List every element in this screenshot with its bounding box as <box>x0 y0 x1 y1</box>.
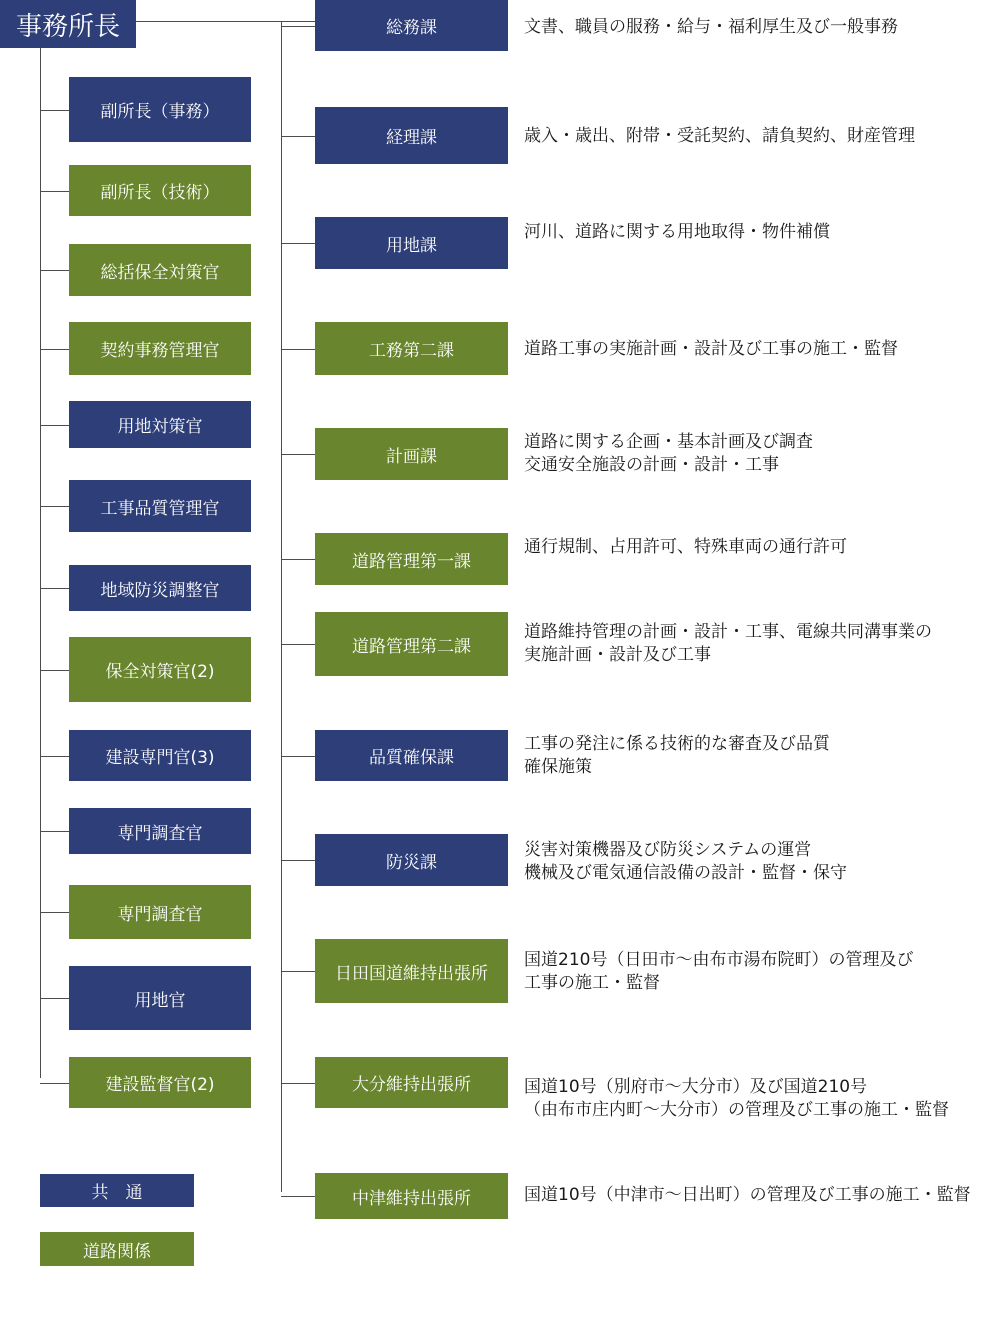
branch-line <box>40 506 69 507</box>
branch-line <box>281 349 315 350</box>
section-label: 品質確保課 <box>369 748 454 768</box>
staff-trunk-line <box>40 47 41 1078</box>
legend-common <box>40 1174 194 1207</box>
section-box <box>315 428 508 480</box>
section-box <box>315 0 508 51</box>
staff-box <box>69 165 251 216</box>
section-label: 工務第二課 <box>369 341 454 361</box>
staff-label: 建設監督官(2) <box>105 1075 215 1095</box>
section-label: 中津維持出張所 <box>352 1188 471 1209</box>
section-description <box>524 338 898 361</box>
section-label: 総務課 <box>386 18 437 38</box>
staff-box <box>69 637 251 702</box>
section-box <box>315 834 508 886</box>
staff-label: 用地官 <box>134 990 186 1011</box>
legend-road-label: 道路関係 <box>83 1241 151 1262</box>
section-description <box>524 621 932 667</box>
root-connector-line <box>136 21 316 22</box>
staff-box <box>69 480 251 532</box>
branch-line <box>40 670 69 671</box>
director-label: 事務所長 <box>15 11 120 42</box>
staff-label: 用地対策官 <box>117 417 203 437</box>
section-label: 防災課 <box>386 852 437 873</box>
staff-label: 副所長（技術） <box>100 183 220 203</box>
description-line: 国道210号（日田市～由布市湯布院町）の管理及び <box>524 950 914 970</box>
branch-line <box>281 860 315 861</box>
section-box <box>315 322 508 375</box>
section-description <box>524 431 813 477</box>
branch-line <box>281 1196 315 1197</box>
description-line: 災害対策機器及び防災システムの運営 <box>524 840 812 860</box>
staff-box <box>69 401 251 448</box>
section-description <box>524 125 915 148</box>
description-line: 国道10号（中津市～日出町）の管理及び工事の施工・監督 <box>524 1185 971 1205</box>
branch-line <box>40 588 69 589</box>
staff-label: 専門調査官 <box>117 904 203 925</box>
staff-box <box>69 1057 251 1108</box>
staff-box <box>69 77 251 142</box>
section-box <box>315 1173 508 1219</box>
description-line: 道路維持管理の計画・設計・工事、電線共同溝事業の <box>524 622 932 642</box>
staff-box <box>69 966 251 1030</box>
description-line: 通行規制、占用許可、特殊車両の通行許可 <box>524 537 847 557</box>
legend-common-label: 共 通 <box>91 1183 143 1203</box>
staff-box <box>69 565 251 611</box>
branch-line <box>281 243 315 244</box>
description-line: 歳入・歳出、附帯・受託契約、請負契約、財産管理 <box>524 126 915 146</box>
branch-line <box>281 136 315 137</box>
section-box <box>315 217 508 269</box>
section-description <box>524 1184 971 1207</box>
section-description <box>524 16 898 39</box>
staff-label: 専門調査官 <box>117 823 203 844</box>
section-description <box>524 221 830 244</box>
description-line: 国道10号（別府市～大分市）及び国道210号 <box>524 1077 868 1097</box>
staff-label: 契約事務管理官 <box>100 341 220 361</box>
branch-line <box>40 270 69 271</box>
staff-box <box>69 730 251 781</box>
staff-box <box>69 322 251 375</box>
staff-label: 総括保全対策官 <box>100 262 220 283</box>
description-line: 実施計画・設計及び工事 <box>524 645 711 665</box>
branch-line <box>40 831 69 832</box>
section-label: 道路管理第二課 <box>352 636 471 657</box>
branch-line <box>40 998 69 999</box>
branch-line <box>281 559 315 560</box>
description-line: 工事の発注に係る技術的な審査及び品質 <box>524 734 830 754</box>
section-label: 日田国道維持出張所 <box>335 963 488 984</box>
staff-label: 工事品質管理官 <box>100 498 220 519</box>
description-line: （由布市庄内町～大分市）の管理及び工事の施工・監督 <box>524 1100 949 1120</box>
branch-line <box>40 349 69 350</box>
branch-line <box>40 425 69 426</box>
staff-label: 地域防災調整官 <box>100 580 220 601</box>
branch-line <box>40 912 69 913</box>
description-line: 道路に関する企画・基本計画及び調査 <box>524 432 813 452</box>
section-description <box>524 733 830 779</box>
section-description <box>524 1076 949 1122</box>
branch-line <box>40 756 69 757</box>
branch-line <box>40 191 69 192</box>
description-line: 機械及び電気通信設備の設計・監督・保守 <box>524 863 847 883</box>
staff-label: 保全対策官(2) <box>105 662 215 682</box>
branch-line <box>281 1083 315 1084</box>
staff-label: 副所長（事務） <box>100 102 220 122</box>
section-box <box>315 612 508 676</box>
section-label: 用地課 <box>386 235 437 256</box>
branch-line <box>40 110 69 111</box>
branch-line <box>281 26 315 27</box>
staff-box <box>69 885 251 939</box>
branch-line <box>281 644 315 645</box>
description-line: 工事の施工・監督 <box>524 973 660 993</box>
director-box <box>0 0 136 48</box>
description-line: 交通安全施設の計画・設計・工事 <box>524 455 779 475</box>
section-description <box>524 839 847 885</box>
section-label: 大分維持出張所 <box>352 1075 471 1095</box>
description-line: 確保施策 <box>524 757 592 777</box>
section-box <box>315 107 508 164</box>
section-description <box>524 536 847 559</box>
section-label: 計画課 <box>386 446 437 467</box>
branch-line <box>281 971 315 972</box>
description-line: 河川、道路に関する用地取得・物件補償 <box>524 222 830 242</box>
section-description <box>524 949 913 995</box>
staff-box <box>69 808 251 854</box>
section-box <box>315 939 508 1003</box>
section-box <box>315 1057 508 1108</box>
branch-line <box>281 756 315 757</box>
section-box <box>315 730 508 781</box>
section-box <box>315 533 508 585</box>
staff-label: 建設専門官(3) <box>105 748 215 768</box>
legend-road <box>40 1232 194 1266</box>
section-trunk-line <box>281 21 282 1192</box>
description-line: 道路工事の実施計画・設計及び工事の施工・監督 <box>524 339 898 359</box>
section-label: 経理課 <box>386 128 437 148</box>
description-line: 文書、職員の服務・給与・福利厚生及び一般事務 <box>524 17 898 37</box>
branch-line <box>281 454 315 455</box>
staff-box <box>69 244 251 296</box>
section-label: 道路管理第一課 <box>352 551 471 572</box>
branch-line <box>40 1083 69 1084</box>
